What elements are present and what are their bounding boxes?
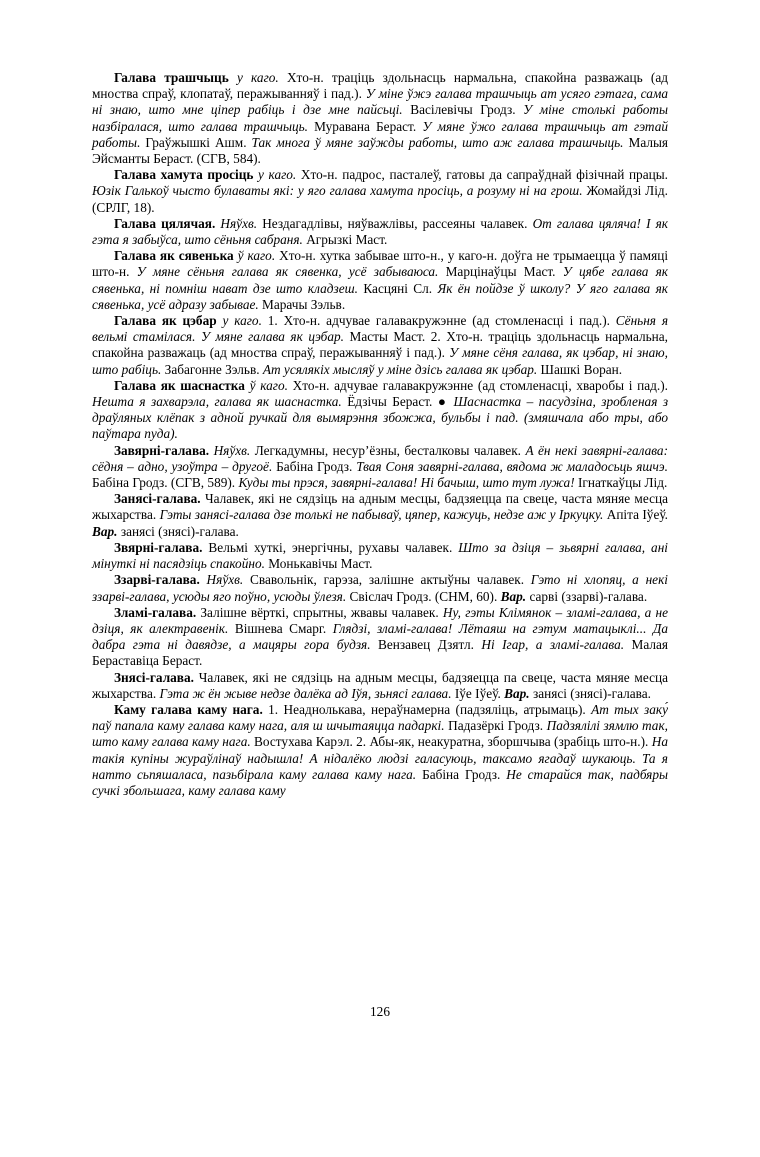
entry-illustration-quote: Так многа ў мяне заўжды работы, што аж галава трашчыць.	[251, 134, 624, 150]
entry-government: ў каго.	[237, 248, 276, 264]
entry-government: у каго.	[222, 313, 262, 329]
entry-illustration-source: Бабіна Гродз.	[276, 458, 353, 474]
entry-illustration-quote: Як ён пойдзе ў школу? У яго галава як сявенька, усё адразу забывае.	[92, 280, 668, 312]
entry-illustration-source: Граўжышкі Ашм.	[145, 134, 247, 150]
dictionary-entry	[92, 572, 668, 604]
entry-variant: занясі (знясі)-галава.	[120, 523, 239, 539]
entry-headword: Занясі-галава.	[114, 491, 201, 507]
dictionary-entry	[92, 443, 668, 492]
entry-usage-label: Няўхв.	[220, 215, 258, 231]
entry-illustration-quote: У міне столькі работы назбіралася, што галава трашчыць.	[92, 102, 669, 134]
entry-illustration-source: Агрызкі Маст.	[306, 232, 388, 248]
entry-headword: Зламі-галава.	[114, 604, 197, 620]
entry-definition: Вельмі хуткі, энергічны, рухавы чалавек.	[208, 539, 453, 555]
entry-illustration-quote: На такія купіны жураўлінаў надышла! А нідалёко людзі галасуюць, таксамо ягадаў шукаюць. Та я натто сьпяшаласа, пазьбірала каму галава каму нага.	[92, 734, 668, 782]
entry-illustration-source: Вензавец Дзятл.	[378, 637, 474, 653]
entry-illustration-quote: А ён некі завярні-галава: сёдня – адно, узоўтра – другоё.	[92, 442, 668, 474]
entry-illustration-quote: Падзялілі зямлю так, што каму галава каму нага.	[92, 718, 668, 750]
entry-illustration-source: Забагонне Зэльв.	[164, 361, 260, 377]
entry-headword: Галава як сявенька	[114, 248, 234, 264]
entry-illustration-quote: У мяне ўжо галава трашчыць ат гэтай работы.	[92, 118, 668, 150]
entry-headword: Галава хамута просіць	[114, 167, 254, 183]
entry-illustration-source: Ёдзічы Бераст.	[347, 394, 433, 410]
dictionary-entry	[92, 670, 668, 702]
dictionary-entry	[92, 70, 668, 167]
entry-illustration-quote: Гэто ні хлопяц, а некі ззарві-галава, усюды яго поўно, усюды ўлезя.	[92, 572, 668, 604]
entry-headword: Галава цялячая.	[114, 215, 216, 231]
entry-illustration-quote: Ат тых заку́ паў папала каму галава каму нага, аля ш шчытаяцца падаркі.	[92, 701, 668, 734]
variant-label: Вар.	[500, 588, 527, 604]
entry-definition: Чалавек, які не сядзіць на адным месцы, бадзяецца па свеце, часта мяняе месца жыхарства.	[92, 669, 668, 701]
dictionary-entry	[92, 248, 668, 313]
entry-headword: Галава як цэбар	[114, 313, 217, 329]
entry-definition: Хто-н. адчувае галавакружэнне (ад стомленасці, хваробы і пад.).	[292, 377, 668, 393]
entry-etymological-note: Шаснастка – пасудзіна, зробленая з драўляных клёпак з адной ручкай для вымярэння збожжа, бульбы і пад. (змяшчала або тры, або паўтара пуда).	[92, 394, 669, 442]
entry-usage-label: Няўхв.	[213, 442, 251, 458]
entry-usage-label: Няўхв.	[206, 572, 244, 588]
entry-government: у каго.	[236, 70, 279, 85]
entry-definition: Залішне вёрткі, спрытны, жвавы чалавек.	[200, 604, 439, 620]
entry-illustration-quote: Ні Ігар, а зламі-галава.	[481, 637, 625, 653]
entry-illustration-source: Свіслач Гродз. (СНМ, 60).	[349, 588, 498, 604]
note-bullet-icon: ●	[437, 394, 448, 410]
entry-headword: Завярні-галава.	[114, 442, 210, 458]
entry-illustration-source: Марцінаўцы Маст.	[445, 264, 556, 280]
dictionary-entry	[92, 540, 668, 572]
sense-definition: Хто-н. траціць здольнасць нармальна, спакойна разважаць (ад мноства спраў, перажыванняў і пад.).	[92, 329, 669, 361]
entry-illustration-quote: Глядзі, зламі-галава! Лётаяш на гэтум матацыклі... Да дабра гэта ні давядзе, а мацяры гора будзя.	[92, 620, 669, 653]
entry-government: ў каго.	[249, 377, 288, 393]
entry-headword: Галава як шаснастка	[114, 377, 245, 393]
entry-illustration-source: Востухава Карэл.	[254, 734, 353, 750]
entry-illustration-source: Масты Маст.	[349, 329, 426, 345]
entry-headword: Звярні-галава.	[114, 539, 203, 555]
entry-headword: Каму галава каму нага.	[114, 701, 263, 717]
entry-illustration-quote: У цябе галава як сявенька, ні помніш нават дзе што кладзеш.	[92, 264, 669, 296]
entry-illustration-source: Іўе Іўеў.	[454, 685, 501, 701]
entry-illustration-source: Малыя Эйсманты Бераст.	[92, 134, 669, 167]
entry-illustration-quote: Нешта я захварэла, галава як шаснастка.	[92, 394, 342, 410]
entry-definition: Свавольнік, гарэза, залішне актыўны чалавек.	[250, 572, 525, 588]
entry-illustration-quote: Юзік Галькоў чысто булаваты які: у яго галава хамута просіць, а розуму ні на грош.	[92, 183, 583, 199]
sense-number: 2.	[356, 734, 367, 750]
variant-label: Вар.	[504, 685, 530, 701]
entry-illustration-source: Монькавічы Маст.	[268, 556, 373, 572]
entry-illustration-source: Васілевічы Гродз.	[410, 102, 516, 118]
entry-headword: Знясі-галава.	[114, 669, 194, 685]
entry-reference: (СГВ, 584).	[196, 151, 261, 167]
entry-illustration-source: Муравана Бераст.	[314, 118, 417, 134]
entry-illustration-quote: Што за дзіця – зьвярні галава, ані мінуткі ні пасядзіць спакойно.	[92, 539, 668, 572]
entry-government: у каго.	[258, 167, 297, 183]
entry-headword: Галава трашчыць	[114, 70, 229, 85]
entry-illustration-source: Апіта Іўеў.	[606, 507, 668, 523]
entry-illustration-quote: У мяне сёня галава, як цэбар, ні знаю, што рабіць.	[92, 345, 669, 377]
page-number: 126	[370, 1004, 390, 1019]
entry-illustration-quote: У міне ўжэ галава трашчыць ат усяго гэтага, сама ні знаю, што мне ціпер рабіць і дзе мне пайсьці.	[92, 86, 668, 118]
entry-headword: Ззарві-галава.	[114, 572, 200, 588]
entry-illustration-quote: Твая Соня завярні-галава, вядома ж маладосьць яшчэ.	[356, 458, 668, 474]
sense-number: 2.	[430, 329, 441, 345]
entry-illustration-quote: Не старайся так, падбяры сучкі збольшага, каму галава каму	[92, 766, 669, 798]
variant-label: Вар.	[92, 523, 118, 539]
entry-illustration-source: Марачы Зэльв.	[262, 296, 346, 312]
entry-illustration-source: Ігнаткаўцы Лід.	[577, 475, 668, 491]
entry-variant: сарві (ззарві)-галава.	[529, 588, 648, 604]
entry-illustration-source: Малая Бераставіца Бераст.	[92, 637, 669, 669]
dictionary-entry	[92, 491, 668, 540]
entry-illustration-source: Падазёркі Гродз.	[448, 718, 544, 734]
entry-illustration-quote: Сёньня я вельмі стамілася. У мяне галава як цэбар.	[92, 313, 669, 345]
entry-illustration-source: Вішнева Смарг.	[234, 620, 327, 636]
entry-definition: Нездагадлівы, няўважлівы, рассеяны чалавек.	[262, 215, 528, 231]
dictionary-entry	[92, 216, 668, 248]
entry-illustration-source: Шашкі Воран.	[540, 361, 623, 377]
entry-illustration-quote: Гэты занясі-галава дзе толькі не пабываў, цяпер, кажуць, недзе аж у Іркуцку.	[159, 507, 604, 523]
entry-reference: (СРЛГ, 18).	[92, 199, 155, 215]
entry-definition: Хто-н. траціць здольнасць нармальна, спакойна разважаць (ад мноства спраў, клопатаў, перажыванняў і пад.).	[92, 70, 668, 102]
entry-illustration-source: Жомайдзі Лід.	[586, 183, 668, 199]
entry-illustration-quote: Ат усялякіх мысляў у міне дзісь галава як цэбар.	[262, 361, 538, 377]
sense-definition: Абы-як, неакуратна, зборшчыва (зрабіць што-н.).	[369, 734, 649, 750]
entry-illustration-quote: Ну, гэты Клімянок – зламі-галава, а не дзіця, як алектравенік.	[92, 604, 669, 636]
dictionary-entry	[92, 378, 668, 443]
sense-definition: Неаднолькава, нераўнамерна (падзяліць, атрымаць).	[283, 701, 586, 717]
entry-illustration-quote: У мяне сёньня галава як сявенка, усё забываюса.	[136, 264, 439, 280]
dictionary-entry	[92, 313, 668, 378]
entry-definition: Легкадумны, несур’ёзны, бесталковы чалавек.	[254, 442, 521, 458]
entry-illustration-source: Бабіна Гродз. (СГВ, 589).	[92, 475, 236, 491]
sense-number: 1.	[268, 701, 279, 717]
entry-illustration-source: Бабіна Гродз.	[422, 766, 501, 782]
sense-definition: Хто-н. адчувае галавакружэнне (ад стомленасці і пад.).	[283, 313, 610, 329]
entry-definition: Хто-н. хутка забывае што-н., у каго-н. доўга не трымаецца ў памяці што-н.	[92, 248, 669, 280]
entry-definition: Хто-н. падрос, пасталеў, гатовы да сапраўднай фізічнай працы.	[300, 167, 668, 183]
entry-variant: занясі (знясі)-галава.	[532, 685, 651, 701]
entry-definition: Чалавек, які не сядзіць на адным месцы, бадзяецца па свеце, часта мяняе месца жыхарства.	[92, 491, 669, 523]
entry-illustration-source: Касцяні Сл.	[363, 280, 433, 296]
sense-number: 1.	[267, 313, 278, 329]
entry-illustration-quote: От галава цяляча! І як гэта я забыўса, што сёньня сабраня.	[92, 215, 669, 248]
entry-illustration-quote: Гэта ж ён жыве недзе далёка ад Іўя, зьнясі галава.	[159, 685, 452, 701]
page-body	[92, 70, 668, 799]
dictionary-entry	[92, 605, 668, 670]
dictionary-entry	[92, 167, 668, 216]
dictionary-entry	[92, 702, 668, 799]
entry-illustration-quote: Куды ты прэся, завярні-галава! Ні бачыш, што тут лужа!	[238, 475, 575, 491]
